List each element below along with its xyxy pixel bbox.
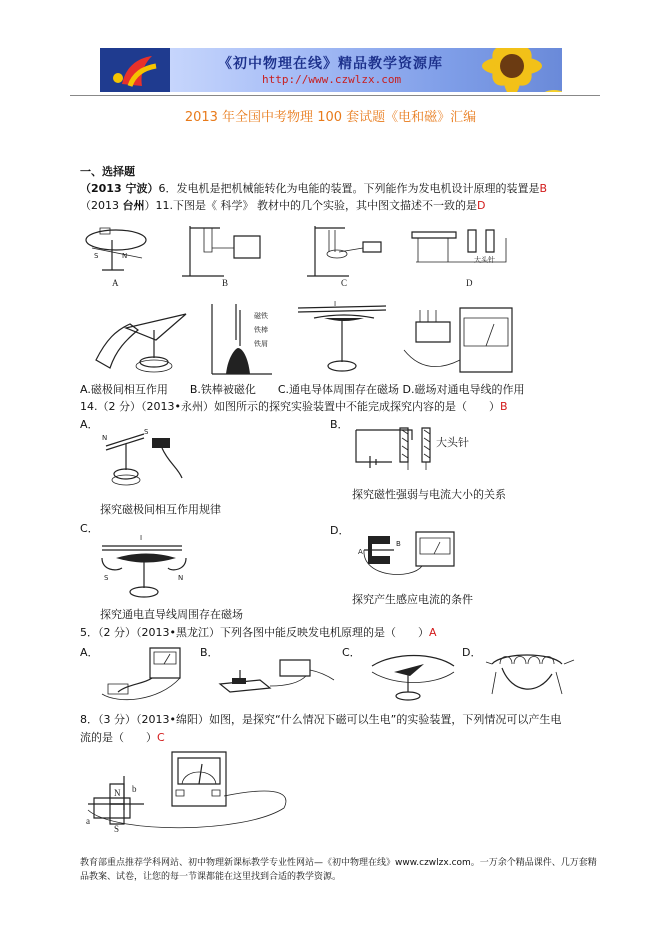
header-rule [70, 95, 600, 96]
svg-text:铁屑: 铁屑 [254, 340, 268, 348]
fig-s-label: S [144, 428, 149, 436]
answer: D [477, 199, 486, 212]
figure-hand-magnet [86, 300, 196, 380]
fig-s-label: S [104, 574, 109, 582]
option-a-caption: 探究磁极间相互作用规律 [100, 503, 221, 516]
svg-text:磁铁: 磁铁 [254, 312, 268, 320]
section-heading: 一、选择题 [80, 165, 135, 178]
fig-text-pin: 大头针 [474, 256, 495, 264]
question-ningbo [80, 182, 547, 196]
answer: A [428, 626, 437, 639]
banner-url[interactable]: http://www.czwlzx.com [262, 73, 402, 86]
fig-b-label: b [132, 784, 137, 794]
fig-n-label: N [178, 574, 184, 582]
figure-generator-galvanometer [98, 644, 194, 702]
question-heilongjiang [80, 626, 437, 640]
option-d-label: D． [330, 524, 350, 537]
figure-wire-field [96, 530, 196, 600]
figure-wire-compass-stand [305, 218, 395, 288]
question-source: （2013 宁波） [80, 182, 159, 195]
answer: B [499, 400, 508, 413]
option-d-label: D． [462, 646, 482, 659]
logo [100, 48, 170, 92]
figure-induction-setup [352, 528, 472, 588]
svg-text:I: I [334, 300, 337, 308]
fig-label-d: D [466, 278, 473, 288]
option-a-label: A． [80, 646, 99, 659]
fig-n-label: N [114, 788, 121, 798]
fig-text-pin: 大头针 [436, 436, 469, 449]
fig-a-label: a [86, 816, 90, 826]
question-text: 11.下图是《 科学》 教材中的几个实验，其中图文描述不一致的是 [155, 199, 477, 212]
figure-wire-compass [364, 646, 464, 702]
figure-conductor-compass [294, 300, 394, 380]
figure-electromagnets-pins [408, 218, 518, 288]
question-text: 6．发电机是把机械能转化为电能的装置。下列能作为发电机设计原理的装置是 [158, 182, 540, 195]
fig-label-c: C [341, 278, 348, 288]
figure-magnets-interaction [98, 428, 188, 488]
question-source-place: 台州 [122, 199, 145, 212]
option-b-caption: 探究磁性强弱与电流大小的关系 [352, 488, 506, 501]
option-a-label: A． [80, 418, 99, 431]
option-c-label: C． [80, 522, 99, 535]
question-taizhou [80, 199, 485, 213]
fig-n-label: N [102, 434, 108, 442]
fig-label-a: A [112, 278, 119, 288]
footer-text: 教育部重点推荐学科网站、初中物理新课标教学专业性网站—《初中物理在线》www.czwlzx.com。一万余个精品课件、几万套精品教案、试卷，让您的每一节课都能在这里找到合适的教学资源。 [80, 858, 597, 882]
option-d-caption: 探究产生感应电流的条件 [352, 593, 473, 606]
header-banner [100, 48, 562, 92]
answer: C [157, 731, 165, 744]
banner-brand: 《初中物理在线》精品教学资源库 [218, 56, 443, 72]
question-text: 14.（2 分）（2013•永州）如图所示的探究实验装置中不能完成探究内容的是（ ） [80, 400, 500, 413]
figure-coil-hand [482, 644, 578, 704]
svg-text:铁棒: 铁棒 [254, 326, 268, 334]
fig-s-label: S [114, 824, 120, 834]
figure-iron-filings [206, 300, 286, 380]
question-yongzhou [80, 400, 508, 414]
question-text: 流的是（ ） [80, 731, 157, 744]
page-title: 2013 年全国中考物理 100 套试题《电和磁》汇编 [184, 110, 477, 125]
question-source-post: ） [144, 199, 156, 212]
figure-galvanometer [400, 300, 520, 380]
option-c-caption: 探究通电直导线周围存在磁场 [100, 608, 243, 621]
fig-b-label: B [396, 540, 401, 548]
question-source-pre: （2013 [80, 199, 123, 212]
fig-i-label: I [140, 534, 143, 542]
question-options: A.磁极间相互作用 B.铁棒被磁化 C.通电导体周围存在磁场 D.磁场对通电导线的作用 [80, 383, 525, 396]
figure-compass-wire [82, 218, 154, 288]
svg-text:S: S [94, 252, 99, 260]
sunflower-icon [442, 48, 562, 92]
figure-motor-battery [210, 652, 340, 702]
answer: B [539, 182, 547, 195]
option-c-label: C． [342, 646, 361, 659]
svg-text:N: N [122, 252, 128, 260]
logo-mark-icon [100, 48, 170, 92]
question-mianyang-line2 [80, 731, 165, 745]
question-mianyang: 8．（3 分）（2013•绵阳）如图，是探究“什么情况下磁可以生电”的实验装置，下列情况可以产生电 [80, 713, 562, 726]
option-b-label: B． [200, 646, 219, 659]
figure-induction-mianyang [84, 748, 314, 838]
fig-label-b: B [222, 278, 229, 288]
footer-note [80, 856, 600, 884]
option-b-label: B． [330, 418, 349, 431]
figure-electromagnet-pins [352, 422, 492, 482]
figure-electromagnet-stand [180, 218, 270, 288]
fig-a-label: A [358, 548, 363, 556]
question-text: 5．（2 分）（2013•黑龙江）下列各图中能反映发电机原理的是（ ） [80, 626, 429, 639]
